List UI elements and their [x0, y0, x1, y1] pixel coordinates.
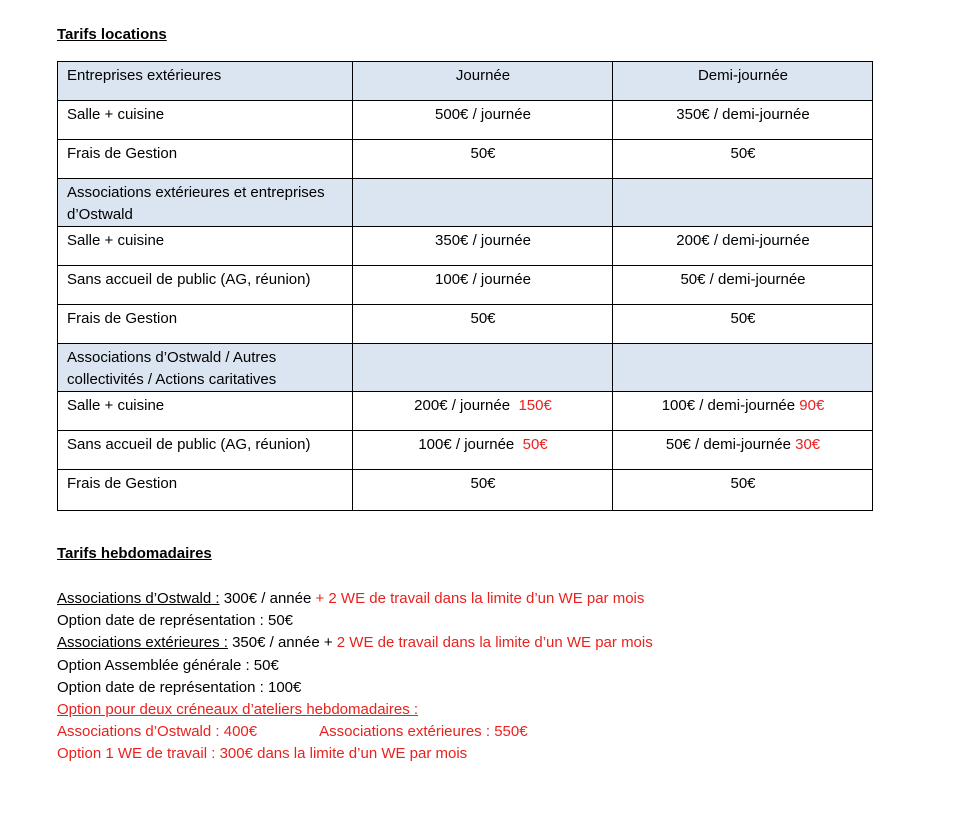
new-price: 30€	[795, 436, 821, 453]
header-journee: Journée	[353, 62, 613, 101]
price-journee	[353, 431, 613, 470]
new-price: 50€	[522, 436, 548, 453]
hebdo-line-ateliers-prices	[57, 721, 653, 743]
table-row	[58, 431, 873, 470]
row-label: Frais de Gestion	[58, 470, 353, 511]
price-journee: 50€	[353, 305, 613, 344]
heading-tarifs-locations: Tarifs locations	[57, 26, 167, 43]
old-price: 50€ / demi-journée	[665, 436, 791, 453]
table-section-row	[58, 179, 873, 227]
row-label: Salle + cuisine	[58, 392, 353, 431]
row-label: Salle + cuisine	[58, 227, 353, 266]
price-journee: 350€ / journée	[353, 227, 613, 266]
price-journee: 50€	[353, 470, 613, 511]
ateliers-exterieures: Associations extérieures : 550€	[319, 723, 528, 741]
table-row	[58, 470, 873, 511]
price-value: 300€ / année	[219, 590, 316, 607]
hebdo-line-ostwald	[57, 588, 653, 610]
price-journee: 100€ / journée	[353, 266, 613, 305]
heading-tarifs-hebdomadaires: Tarifs hebdomadaires	[57, 545, 212, 562]
price-demi-journee	[613, 392, 873, 431]
price-demi-journee: 350€ / demi-journée	[613, 101, 873, 140]
hebdo-line-option: Option date de représentation : 50€	[57, 612, 294, 630]
table-row	[58, 266, 873, 305]
new-price: 90€	[799, 397, 825, 414]
extra-condition: + 2 WE de travail dans la limite d’un WE par mois	[315, 590, 645, 607]
hebdo-line-option: Option Assemblée générale : 50€	[57, 656, 279, 674]
label-associations-exterieures: Associations extérieures :	[57, 634, 228, 652]
ateliers-ostwald: Associations d’Ostwald : 400€	[57, 723, 258, 741]
table-row	[58, 140, 873, 179]
section-empty-cell	[613, 179, 873, 227]
table-row	[58, 101, 873, 140]
price-demi-journee: 50€	[613, 305, 873, 344]
table-row	[58, 305, 873, 344]
section-label: Associations extérieures et entreprises d’Ostwald	[58, 179, 353, 227]
row-label: Salle + cuisine	[58, 101, 353, 140]
old-price: 200€ / journée	[414, 397, 511, 414]
hebdo-line-ateliers-heading: Option pour deux créneaux d’ateliers hebdomadaires :	[57, 701, 419, 719]
price-demi-journee: 50€ / demi-journée	[613, 266, 873, 305]
section-empty-cell	[353, 179, 613, 227]
price-demi-journee: 200€ / demi-journée	[613, 227, 873, 266]
hebdo-line-exterieures	[57, 632, 653, 654]
header-category: Entreprises extérieures	[58, 62, 353, 101]
hebdo-line-option: Option date de représentation : 100€	[57, 678, 302, 696]
section-label: Associations d’Ostwald / Autres collectivités / Actions caritatives	[58, 344, 353, 392]
row-label: Frais de Gestion	[58, 305, 353, 344]
price-journee	[353, 392, 613, 431]
old-price: 100€ / demi-journée	[661, 397, 796, 414]
row-label: Frais de Gestion	[58, 140, 353, 179]
price-demi-journee: 50€	[613, 470, 873, 511]
price-demi-journee: 50€	[613, 140, 873, 179]
table-header-row	[58, 62, 873, 101]
table-row	[58, 392, 873, 431]
tarifs-hebdo-list	[57, 588, 653, 766]
price-journee: 500€ / journée	[353, 101, 613, 140]
row-label: Sans accueil de public (AG, réunion)	[58, 431, 353, 470]
price-value: 350€ / année +	[227, 634, 337, 652]
label-associations-ostwald: Associations d’Ostwald :	[57, 590, 220, 607]
hebdo-line-we-option: Option 1 WE de travail : 300€ dans la limite d’un WE par mois	[57, 745, 468, 763]
new-price: 150€	[518, 397, 552, 414]
extra-condition: 2 WE de travail dans la limite d’un WE par mois	[336, 634, 653, 652]
table-section-row	[58, 344, 873, 392]
row-label: Sans accueil de public (AG, réunion)	[58, 266, 353, 305]
section-empty-cell	[353, 344, 613, 392]
header-demi-journee: Demi-journée	[613, 62, 873, 101]
price-demi-journee	[613, 431, 873, 470]
old-price: 100€ / journée	[418, 436, 515, 453]
table-row	[58, 227, 873, 266]
tarifs-locations-table	[57, 61, 873, 511]
section-empty-cell	[613, 344, 873, 392]
price-journee: 50€	[353, 140, 613, 179]
